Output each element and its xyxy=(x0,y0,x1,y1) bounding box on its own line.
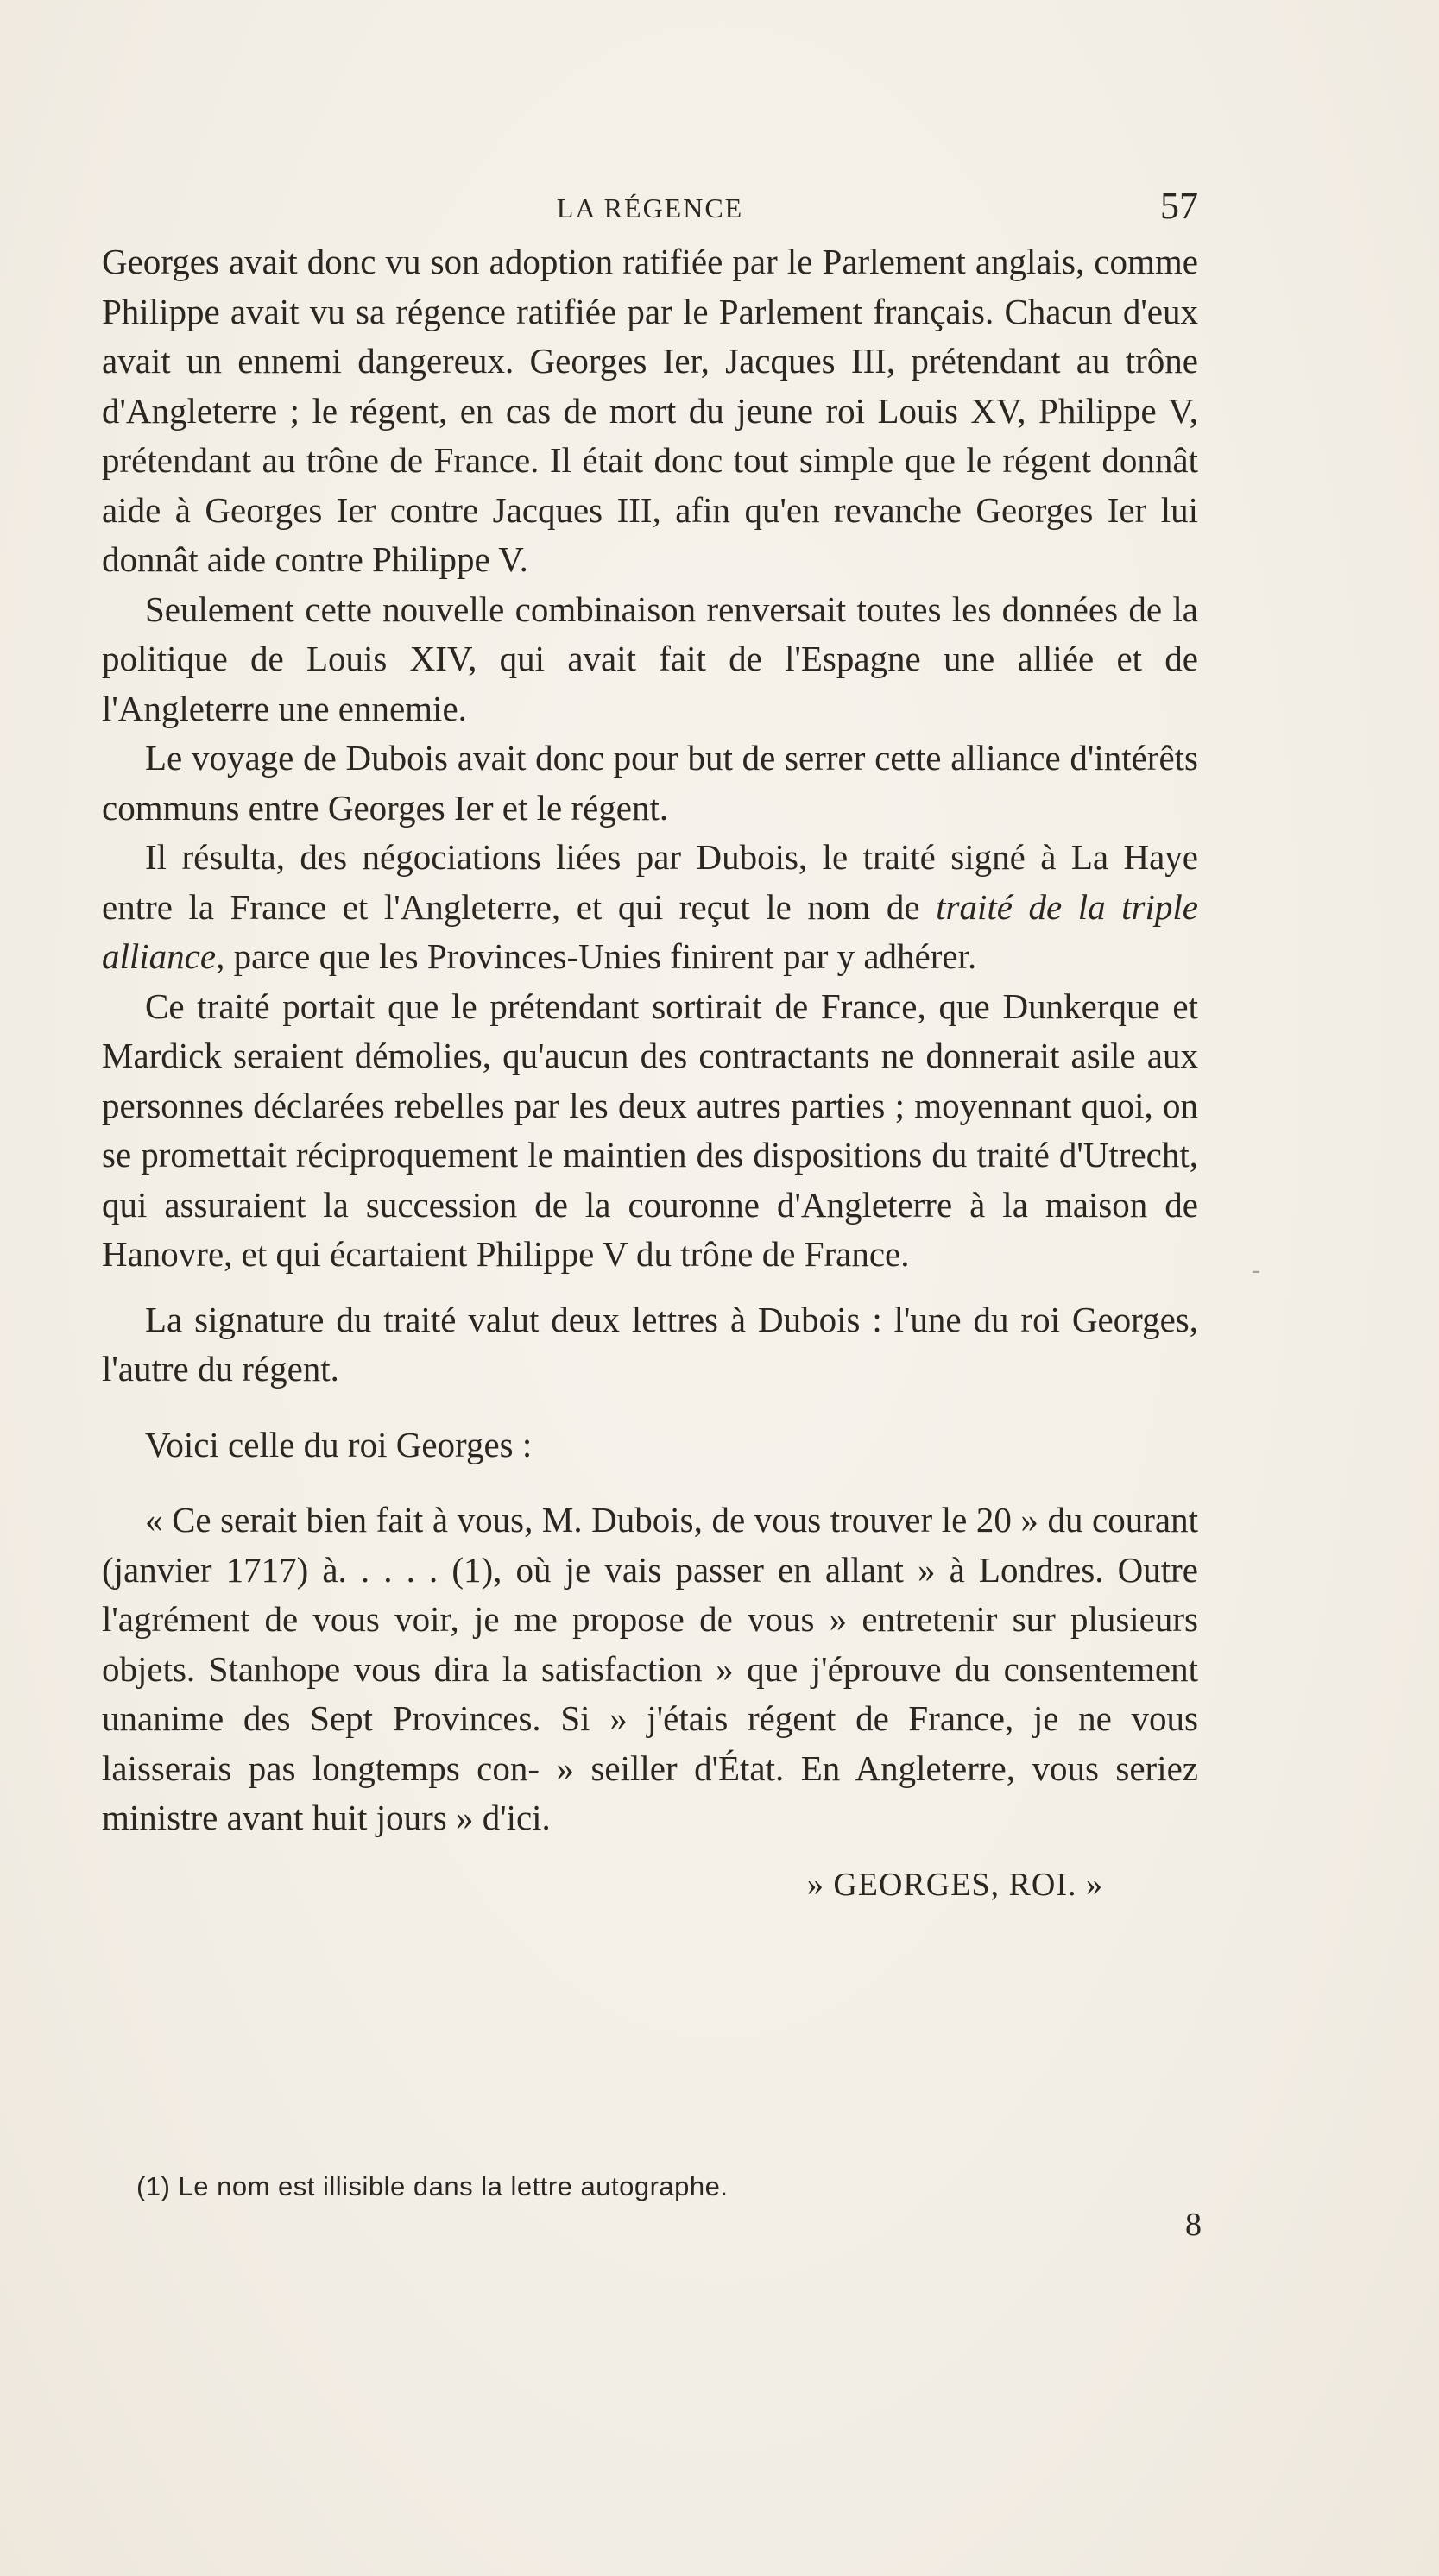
quoted-letter xyxy=(102,1496,1198,1843)
footnote: (1) Le nom est illisible dans la lettre autographe. xyxy=(136,2171,729,2201)
paragraph-text: Il résulta, des négociations liées par Dubois, le traité signé à La Haye entre la France et l'Angleterre, et qui reçut le nom de xyxy=(102,837,1198,927)
paragraph: Le voyage de Dubois avait donc pour but de serrer cette alliance d'intérêts communs entre Georges Ier et le régent. xyxy=(102,738,1198,828)
paragraph: Seulement cette nouvelle combinaison renversait toutes les données de la politique de Louis XIV, qui avait fait de l'Espagne une alliée et de l'Angleterre une ennemie. xyxy=(102,589,1198,728)
letter-signature: » GEORGES, ROI. » xyxy=(806,1866,1103,1903)
treaty-name-italic: traité de la triple alliance xyxy=(102,886,1198,976)
main-text xyxy=(102,237,1198,1910)
paragraph: Ce traité portait que le prétendant sortirait de France, que Dunkerque et Mardick seraient démolies, qu'aucun des contractants ne donnerait asile aux personnes déclarées rebelles par les deux autres parties ; moyennant quoi, on se promettait réciproquement le maintien des dispositions du traité d'Utrecht, qui assuraient la succession de la couronne d'Angleterre à la maison de Hanovre, et qui écartaient Philippe V du trône de France. xyxy=(102,986,1198,1274)
letter-intro: Voici celle du roi Georges : xyxy=(145,1424,533,1464)
page-header xyxy=(102,177,1198,229)
printer-signature-mark: 8 xyxy=(1185,2207,1202,2243)
paragraph xyxy=(102,833,1198,982)
paragraph: La signature du traité valut deux lettres à Dubois : l'une du roi Georges, l'autre du régent. xyxy=(102,1299,1198,1389)
paragraph: Georges avait donc vu son adoption ratifiée par le Parlement anglais, comme Philippe avait vu sa régence ratifiée par le Parlement français. Chacun d'eux avait un ennemi dangereux. Georges Ier, Jacques III, prétendant au trône d'Angleterre ; le régent, en cas de mort du jeune roi Louis XV, Philippe V, prétendant au trône de France. Il était donc tout simple que le régent donnât aide à Georges Ier contre Jacques III, afin qu'en revanche Georges Ier lui donnât aide contre Philippe V. xyxy=(102,242,1198,579)
running-head: LA RÉGENCE xyxy=(556,192,744,224)
paragraph-text: , parce que les Provinces-Unies finirent par y adhérer. xyxy=(216,936,977,976)
letter-text: « Ce serait bien fait à vous, M. Dubois, de vous trouver le 20 » du courant (janvier 1717) à. . . . . (1), où je vais passer en allant » à Londres. Outre l'agrément de vous voir, je me propose de vous » entretenir sur plusieurs objets. Stanhope vous dira la satisfaction » que j'éprouve du consentement unanime des Sept Provinces. Si » j'étais régent de France, je ne vous laisserais pas longtemps con- » seiller d'État. En Angleterre, vous seriez ministre avant huit jours » d'ici. xyxy=(102,1500,1198,1837)
margin-mark: - xyxy=(1252,1256,1260,1284)
page-number: 57 xyxy=(1160,185,1198,227)
